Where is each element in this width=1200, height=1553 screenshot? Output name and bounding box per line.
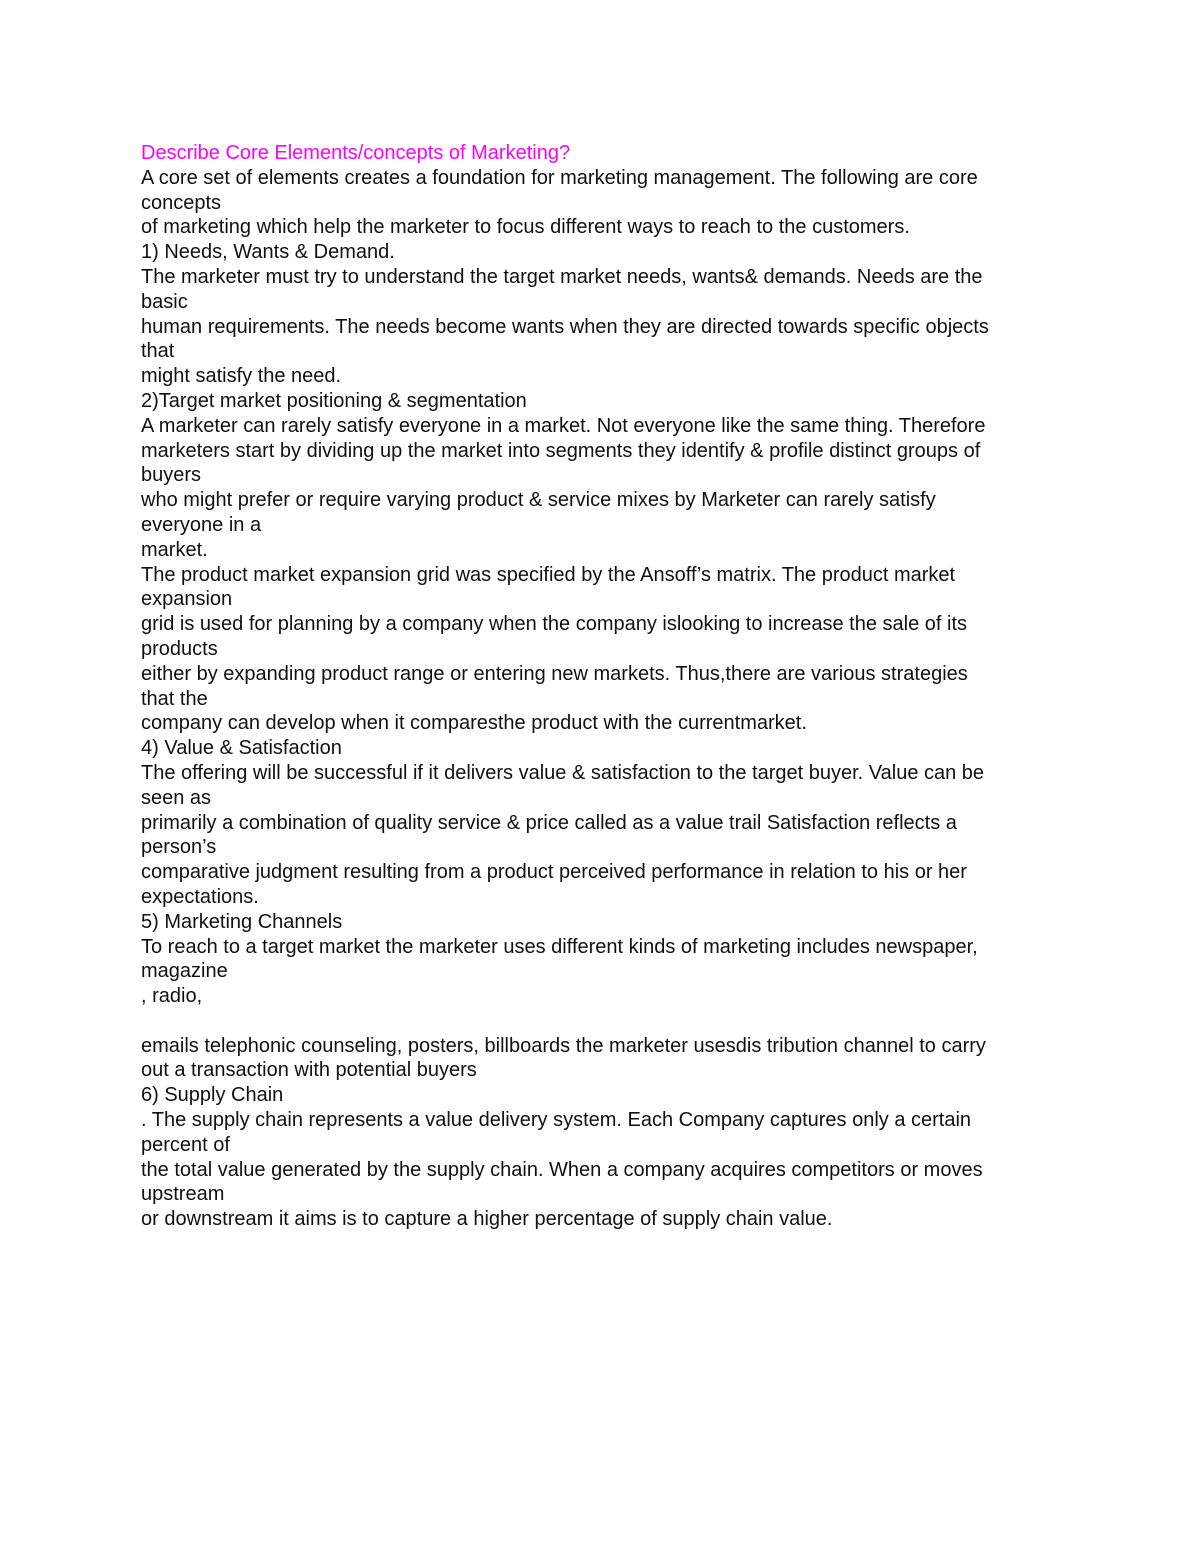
- body-text-line: [141, 1009, 1071, 1034]
- document-page: [141, 141, 1071, 1232]
- body-text-line: A marketer can rarely satisfy everyone in a market. Not everyone like the same thing. Therefore: [141, 414, 986, 437]
- body-text-line: marketers start by dividing up the market into segments they identify & profile distinct groups of: [141, 439, 981, 462]
- body-text-line: 4) Value & Satisfaction: [141, 737, 342, 760]
- body-text-line: emails telephonic counseling, posters, billboards the marketer usesdis tribution channel to carry: [141, 1034, 986, 1057]
- body-text-line: everyone in a: [141, 513, 262, 536]
- body-text-line: 2)Target market positioning & segmentation: [141, 389, 527, 412]
- body-text-line: primarily a combination of quality service & price called as a value trail Satisfaction reflects a: [141, 811, 957, 834]
- body-text-line: The product market expansion grid was specified by the Ansoff’s matrix. The product market: [141, 563, 956, 586]
- body-text-line: The offering will be successful if it delivers value & satisfaction to the target buyer. Value can be: [141, 761, 985, 784]
- body-text-line: or downstream it aims is to capture a higher percentage of supply chain value.: [141, 1208, 833, 1231]
- body-text-line: that the: [141, 687, 208, 710]
- body-text-line: seen as: [141, 786, 212, 809]
- body-text-line: magazine: [141, 960, 228, 983]
- body-text-line: To reach to a target market the marketer uses different kinds of marketing includes newspaper,: [141, 935, 978, 958]
- body-text-line: company can develop when it comparesthe product with the currentmarket.: [141, 712, 807, 735]
- body-text-line: , radio,: [141, 985, 203, 1008]
- body-text-line: the total value generated by the supply chain. When a company acquires competitors or moves: [141, 1158, 983, 1181]
- body-text-line: of marketing which help the marketer to focus different ways to reach to the customers.: [141, 216, 910, 239]
- body-text-line: expansion: [141, 588, 233, 611]
- body-text-line: products: [141, 637, 218, 660]
- body-text-line: expectations.: [141, 885, 259, 908]
- body-text-line: . The supply chain represents a value delivery system. Each Company captures only a certain: [141, 1109, 972, 1132]
- body-text-line: might satisfy the need.: [141, 365, 342, 388]
- body-text-line: that: [141, 340, 175, 363]
- body-text-line: percent of: [141, 1133, 230, 1156]
- body-text-line: basic: [141, 290, 188, 313]
- body-text-line: 5) Marketing Channels: [141, 910, 343, 933]
- body-text-line: who might prefer or require varying product & service mixes by Marketer can rarely satisfy: [141, 489, 936, 512]
- document-body: [141, 166, 1071, 1232]
- body-text-line: The marketer must try to understand the target market needs, wants& demands. Needs are the: [141, 265, 983, 288]
- body-text-line: out a transaction with potential buyers: [141, 1059, 477, 1082]
- body-text-line: upstream: [141, 1183, 225, 1206]
- body-text-line: person’s: [141, 836, 217, 859]
- body-text-line: A core set of elements creates a foundation for marketing management. The following are core: [141, 166, 978, 189]
- body-text-line: concepts: [141, 191, 222, 214]
- body-text-line: buyers: [141, 464, 202, 487]
- body-text-line: comparative judgment resulting from a product perceived performance in relation to his or her: [141, 861, 967, 884]
- body-text-line: grid is used for planning by a company when the company islooking to increase the sale of its: [141, 613, 968, 636]
- body-text-line: market.: [141, 538, 208, 561]
- body-text-line: 6) Supply Chain: [141, 1084, 284, 1107]
- body-text-line: either by expanding product range or entering new markets. Thus,there are various strategies: [141, 662, 968, 685]
- body-text-line: human requirements. The needs become wants when they are directed towards specific objects: [141, 315, 989, 338]
- document-title: Describe Core Elements/concepts of Marketing?: [141, 142, 571, 164]
- body-text-line: 1) Needs, Wants & Demand.: [141, 241, 395, 264]
